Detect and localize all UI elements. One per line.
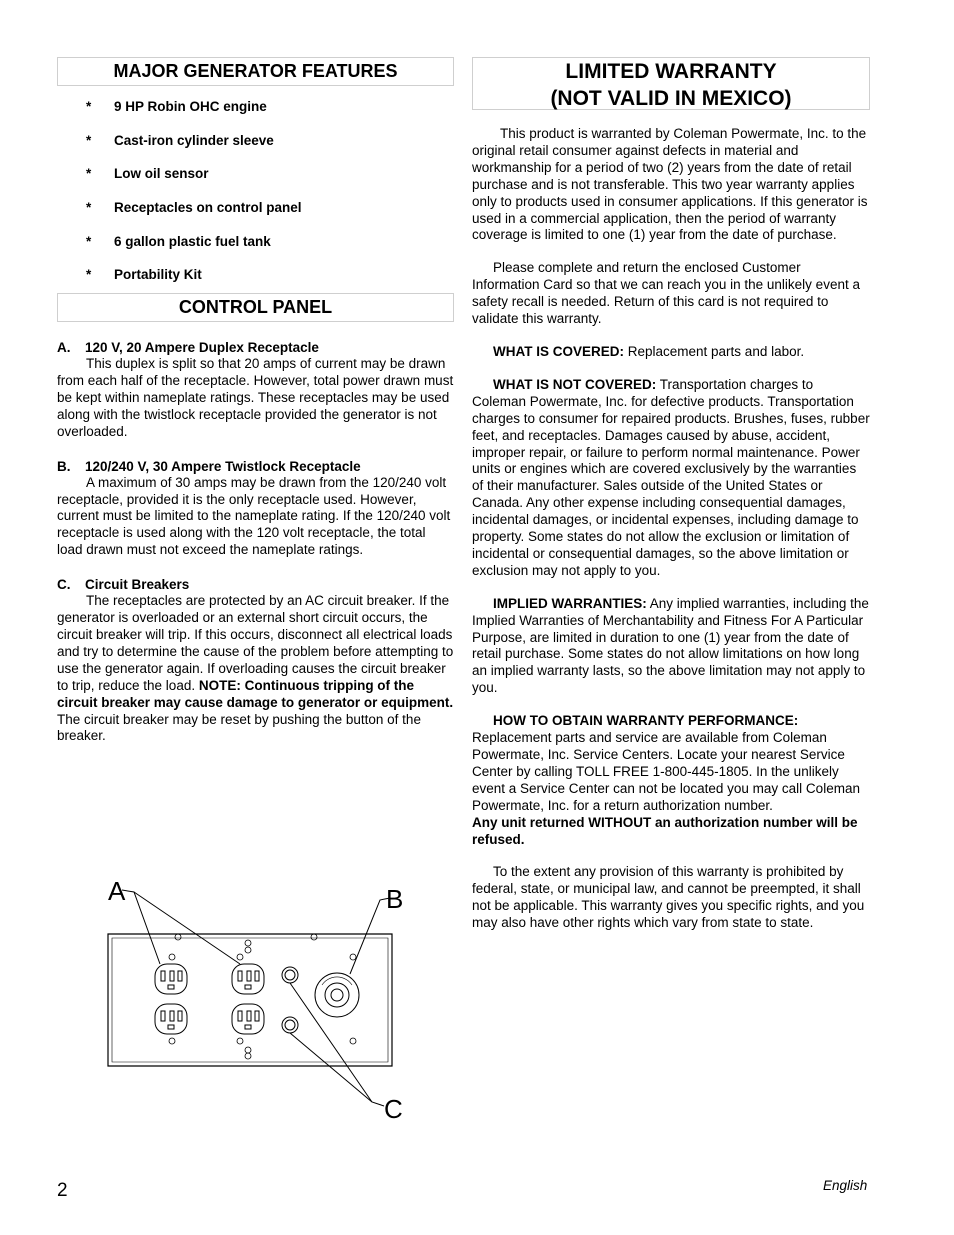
section-a-text: This duplex is split so that 20 amps of current may be drawn from each half of the receptacle. However, total power drawn must be kept within nameplate ratings. These receptacles may be used along with the twistlock receptacle provided the generator is not overloaded. — [57, 356, 454, 439]
callout-line-a — [122, 890, 160, 964]
warranty-obtain: HOW TO OBTAIN WARRANTY PERFORMANCE: Replacement parts and service are available from Coleman Powermate, Inc. Service Centers. Locate your nearest Service Center by calling TOLL FREE 1-800-445-1805. In the unlikely event a Service Center can not be located you may call Coleman Powermate, Inc. for a return authorization number. Any unit returned WITHOUT an authorization number will be refused. — [472, 713, 860, 847]
section-c-heading: Circuit Breakers — [85, 577, 190, 593]
duplex-receptacle-top-right — [232, 964, 264, 994]
circuit-breaker-bottom — [282, 1017, 298, 1033]
section-c: C. Circuit Breakers The receptacles are protected by an AC circuit breaker. If the generator is overloaded or an external short circuit occurs, the circuit breaker will trip. If this occurs, disconnect all electrical loads and try to determine the cause of the problem before attempting to use the generator again. If overloading causes the circuit breaker to trip, reduce the load. NOTE: Continuous tripping of the circuit breaker may cause damage to generator or equipment. The circuit breaker may be reset by pushing the button of the breaker. — [57, 577, 454, 744]
features-heading: MAJOR GENERATOR FEATURES — [57, 57, 454, 86]
list-item: * 9 HP Robin OHC engine — [86, 99, 267, 114]
duplex-receptacle-top-left — [155, 964, 187, 994]
section-b-heading: 120/240 V, 30 Ampere Twistlock Receptacle — [85, 458, 361, 474]
callout-a: A — [108, 876, 126, 906]
section-b: B. 120/240 V, 30 Ampere Twistlock Receptacle A maximum of 30 amps may be drawn from the 120/240 volt receptacle, provided it is the only receptacle used. However, current must be limited to the nameplate rating. If the 120/240 volt receptacle is used along with the 120 volt receptacle, the total load drawn must not exceed the nameplate ratings. — [57, 458, 451, 558]
warranty-extent: To the extent any provision of this warranty is prohibited by federal, state, or municipal law, and cannot be preempted, it shall not be applicable. This warranty gives you specific rights, and you may also have other rights which vary from state to state. — [472, 864, 865, 931]
duplex-receptacle-bottom-left — [155, 1004, 187, 1034]
warranty-heading: LIMITED WARRANTY (NOT VALID IN MEXICO) — [472, 57, 870, 110]
features-list — [57, 90, 454, 292]
control-panel-diagram — [100, 870, 430, 1130]
section-c-text: The receptacles are protected by an AC circuit breaker. If the generator is overloaded or an external short circuit occurs, the circuit breaker will trip. If this occurs, disconnect all electrical loads and try to determine the cause of the problem before attempting to use the generator again. If overloading causes the circuit breaker to trip, reduce the load. — [57, 593, 454, 693]
list-item: * Low oil sensor — [86, 166, 209, 182]
section-c-note: NOTE: Continuous tripping of the circuit breaker may cause damage to generator or equipment. — [57, 677, 454, 710]
duplex-receptacle-bottom-right — [232, 1004, 264, 1034]
warranty-intro: This product is warranted by Coleman Powermate, Inc. to the original retail consumer against defects in material and workmanship for a period of two (2) years from the date of retail purchase and is not transferable. This two year warranty applies only to products used in consumer applications. If this generator is used in a commercial application, then the period of warranty coverage is limited to one (1) year from the date of purchase. — [472, 126, 868, 243]
language-label: English — [823, 1178, 868, 1193]
section-a-heading: 120 V, 20 Ampere Duplex Receptacle — [85, 340, 319, 356]
warranty-covered: WHAT IS COVERED: Replacement parts and labor. — [493, 343, 805, 359]
left-column — [57, 57, 454, 745]
warranty-implied: IMPLIED WARRANTIES: Any implied warranties, including the Implied Warranties of Merchantability and Fitness For A Particular Purpose, are limited in duration to one (1) year from the date of retail purchase. Some states do not allow limitations on how long an implied warranty lasts, so the above limitation may not apply to you. — [472, 595, 869, 696]
screw-icons — [169, 934, 356, 1059]
callout-c: C — [384, 1094, 403, 1124]
circuit-breaker-top — [282, 967, 298, 983]
callout-line-b — [350, 898, 390, 974]
callout-b: B — [386, 884, 404, 914]
twistlock-receptacle — [315, 973, 359, 1017]
list-item: * Receptacles on control panel — [86, 200, 302, 216]
section-b-text: A maximum of 30 amps may be drawn from the 120/240 volt receptacle, provided it is the only receptacle used. However, current must be limited to the nameplate rating. If the 120/240 volt receptacle is used along with the 120 volt receptacle, the total load drawn must not exceed the nameplate ratings. — [57, 474, 451, 558]
list-item: * Portability Kit — [86, 267, 202, 283]
panel-outline — [108, 934, 392, 1066]
section-a: A. 120 V, 20 Ampere Duplex Receptacle This duplex is split so that 20 amps of current may be drawn from each half of the receptacle. However, total power drawn must be kept within nameplate ratings. These receptacles may be used along with the twistlock receptacle provided the generator is not overloaded. — [57, 340, 454, 439]
control-panel-heading: CONTROL PANEL — [57, 293, 454, 322]
page-number: 2 — [57, 1180, 68, 1201]
right-column — [472, 57, 870, 932]
warranty-card: Please complete and return the enclosed Customer Information Card so that we can reach you in the unlikely event a safety recall is needed. Return of this card is not required to validate this warranty. — [472, 260, 860, 327]
list-item: * Cast-iron cylinder sleeve — [86, 132, 274, 148]
list-item: * 6 gallon plastic fuel tank — [86, 233, 271, 249]
warranty-not-covered: WHAT IS NOT COVERED: Transportation charges to Coleman Powermate, Inc. for defective products. Transportation charges to consumer for repaired products. Brushes, fuses, rubber feet, and receptacles. Damages caused by abuse, accident, improper repair, or failure to perform normal maintenance. Power units or engines which are covered exclusively by the warranties of their manufacturer. Sales outside of the United States or Canada. Any other expense including consequential damages, incidental damages, or incidental expenses, including damage to property. Some states do not allow the exclusion or limitation of incidental or consequential damages, so the above limitation or exclusion may not apply to you. — [472, 376, 870, 578]
